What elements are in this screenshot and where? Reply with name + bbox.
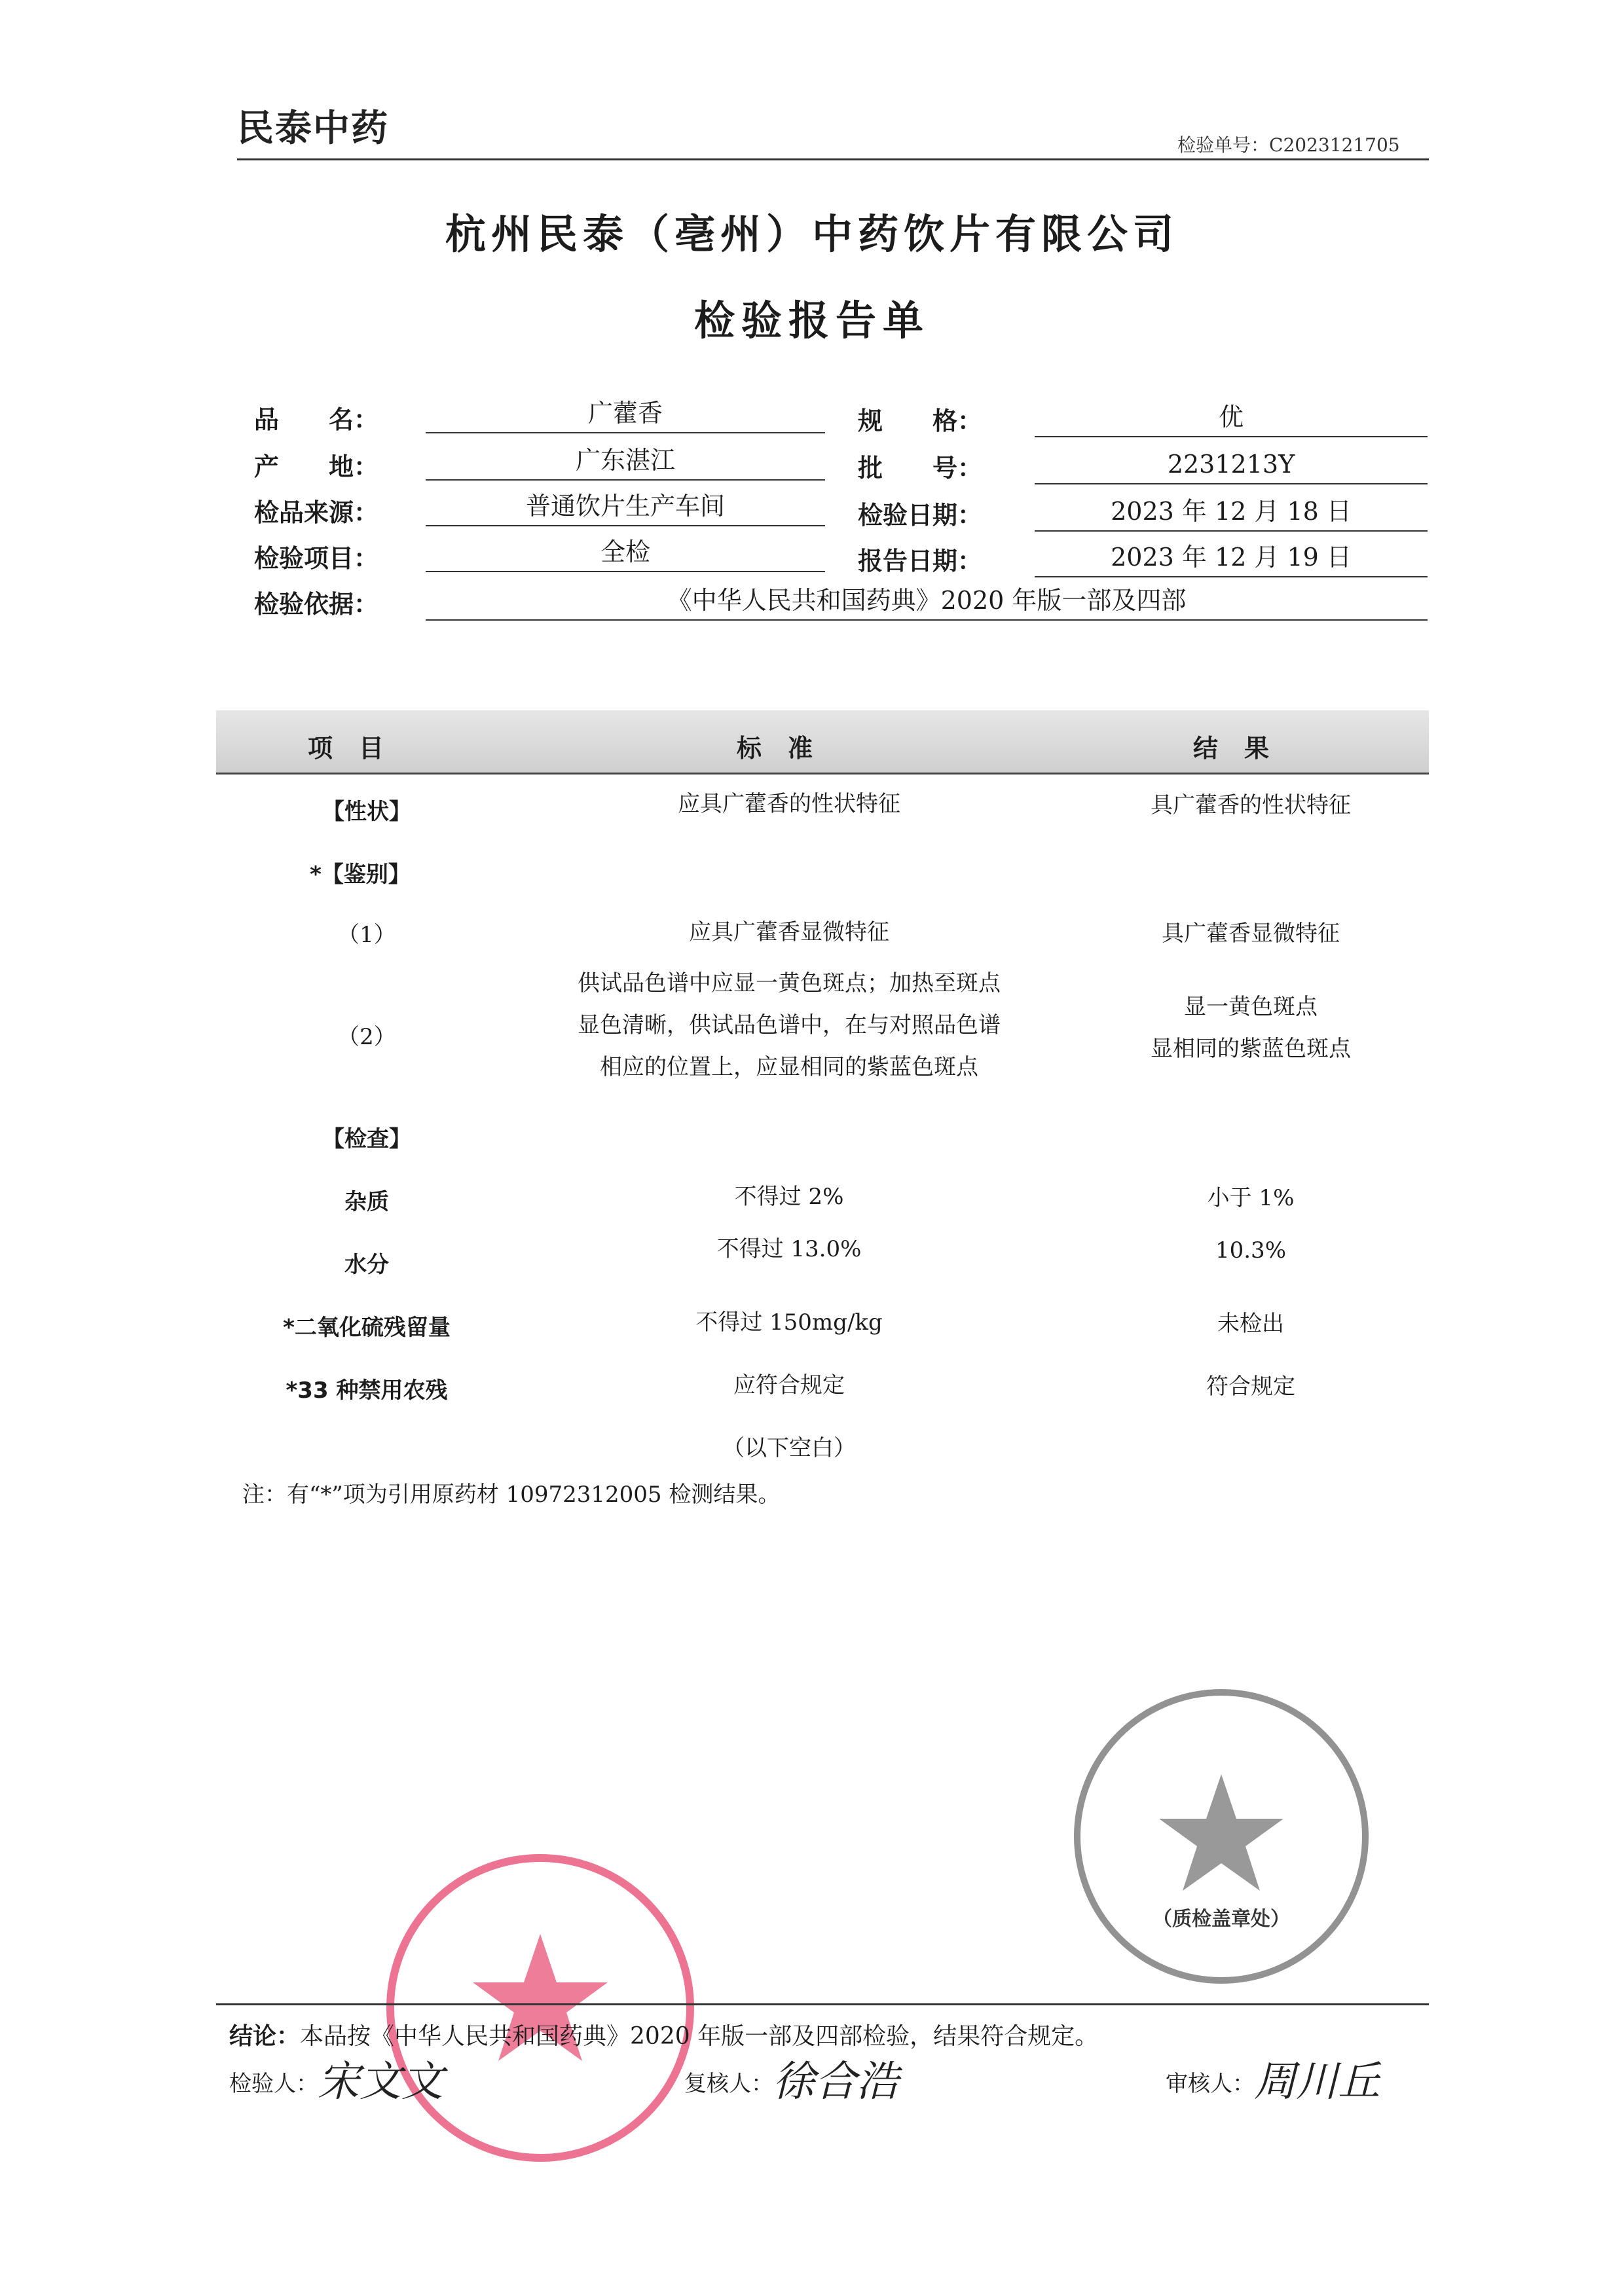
table-row-item: *【鉴别】	[310, 862, 411, 888]
table-row-item: 【性状】	[322, 799, 411, 825]
inspection-seal-star-icon	[1080, 1696, 1362, 1977]
basis-value: 《中华人民共和国药典》2020 年版一部及四部	[426, 584, 1428, 621]
header-item: 项目	[308, 734, 411, 763]
table-row-result-line: 显一黄色斑点	[1184, 994, 1318, 1020]
quality-seal	[386, 1854, 694, 2162]
approver	[1166, 2066, 1255, 2098]
table-row-standard: 应具广藿香的性状特征	[678, 791, 900, 817]
approver-signature: 周川丘	[1254, 2058, 1380, 2106]
spec-value: 优	[1035, 401, 1428, 437]
table-note: 注：有“*”项为引用原药材 10972312005 检测结果。	[242, 1482, 781, 1508]
inspection-seal-caption: （质检盖章处）	[1153, 1908, 1290, 1931]
table-row-result: 未检出	[1217, 1311, 1284, 1337]
batch-value: 2231213Y	[1035, 448, 1428, 484]
reviewer-signature: 徐合浩	[773, 2058, 898, 2106]
spec-label: 规 格：	[858, 407, 983, 435]
table-row-result: 符合规定	[1206, 1374, 1295, 1400]
table-row-result: 具广藿香显微特征	[1162, 920, 1340, 947]
reviewer-label: 复核人：	[684, 2071, 773, 2097]
origin-value: 广东湛江	[426, 444, 825, 481]
table-row-standard-line: 显色清晰，供试品色谱中，在与对照品色谱	[578, 1012, 1001, 1038]
source-value: 普通饮片生产车间	[426, 490, 825, 526]
table-row-item: （2）	[337, 1024, 396, 1050]
approver-label: 审核人：	[1166, 2071, 1255, 2097]
item-label: 检验项目：	[254, 544, 379, 573]
inspector	[229, 2066, 318, 2098]
conclusion-label: 结论：	[229, 2023, 301, 2050]
table-row-standard-line: 相应的位置上，应显相同的紫蓝色斑点	[600, 1054, 978, 1080]
table-row-item: *33 种禁用农残	[286, 1377, 448, 1404]
origin-label: 产 地：	[254, 452, 379, 481]
reviewer	[684, 2066, 773, 2098]
report-number	[1177, 131, 1400, 157]
inspector-signature: 宋文文	[318, 2058, 443, 2106]
inspect-date-value: 2023 年 12 月 18 日	[1035, 495, 1428, 532]
table-row-item: 水分	[344, 1252, 389, 1278]
batch-label: 批 号：	[858, 454, 983, 483]
product-value: 广藿香	[426, 397, 825, 433]
document-title: 检验报告单	[693, 297, 930, 344]
table-row-item: *二氧化硫残留量	[283, 1315, 451, 1341]
table-row-item: 杂质	[344, 1189, 389, 1215]
footer-divider	[216, 2003, 1429, 2005]
table-row-standard: 应符合规定	[733, 1372, 845, 1398]
header-result: 结果	[1193, 734, 1296, 763]
inspect-date-label: 检验日期：	[858, 501, 983, 530]
report-number-value: C2023121705	[1269, 134, 1400, 156]
quality-seal-star-icon	[394, 1862, 686, 2154]
table-row-standard: 不得过 2%	[734, 1184, 844, 1210]
company-name: 杭州民泰（亳州）中药饮片有限公司	[445, 210, 1179, 258]
table-row-item: （1）	[337, 922, 396, 948]
report-date-label: 报告日期：	[858, 547, 983, 575]
inspection-seal	[1074, 1689, 1369, 1984]
table-row-result: 具广藿香的性状特征	[1151, 792, 1351, 818]
table-end-marker: （以下空白）	[722, 1435, 856, 1461]
table-row-standard: 不得过 150mg/kg	[695, 1309, 883, 1336]
source-label: 检品来源：	[254, 498, 379, 527]
item-value: 全检	[426, 536, 825, 572]
table-row-standard: 应具广藿香显微特征	[689, 919, 889, 945]
report-number-label: 检验单号：	[1177, 134, 1270, 156]
inspector-label: 检验人：	[229, 2071, 318, 2097]
table-row-result: 10.3%	[1215, 1237, 1286, 1264]
basis-label: 检验依据：	[254, 590, 379, 619]
report-date-value: 2023 年 12 月 19 日	[1035, 541, 1428, 577]
table-row-standard: 不得过 13.0%	[716, 1236, 862, 1262]
table-row-item: 【检查】	[322, 1126, 411, 1152]
company-logo: 民泰中药	[237, 107, 389, 150]
table-row-result-line: 显相同的紫蓝色斑点	[1151, 1036, 1351, 1062]
product-label: 品 名：	[254, 405, 379, 434]
table-row-standard-line: 供试品色谱中应显一黄色斑点；加热至斑点	[578, 970, 1001, 996]
header-divider	[237, 158, 1429, 160]
conclusion	[229, 2018, 1098, 2051]
header-standard: 标准	[737, 734, 840, 763]
conclusion-text: 本品按《中华人民共和国药典》2020 年版一部及四部检验，结果符合规定。	[300, 2023, 1099, 2050]
table-row-result: 小于 1%	[1207, 1185, 1295, 1211]
